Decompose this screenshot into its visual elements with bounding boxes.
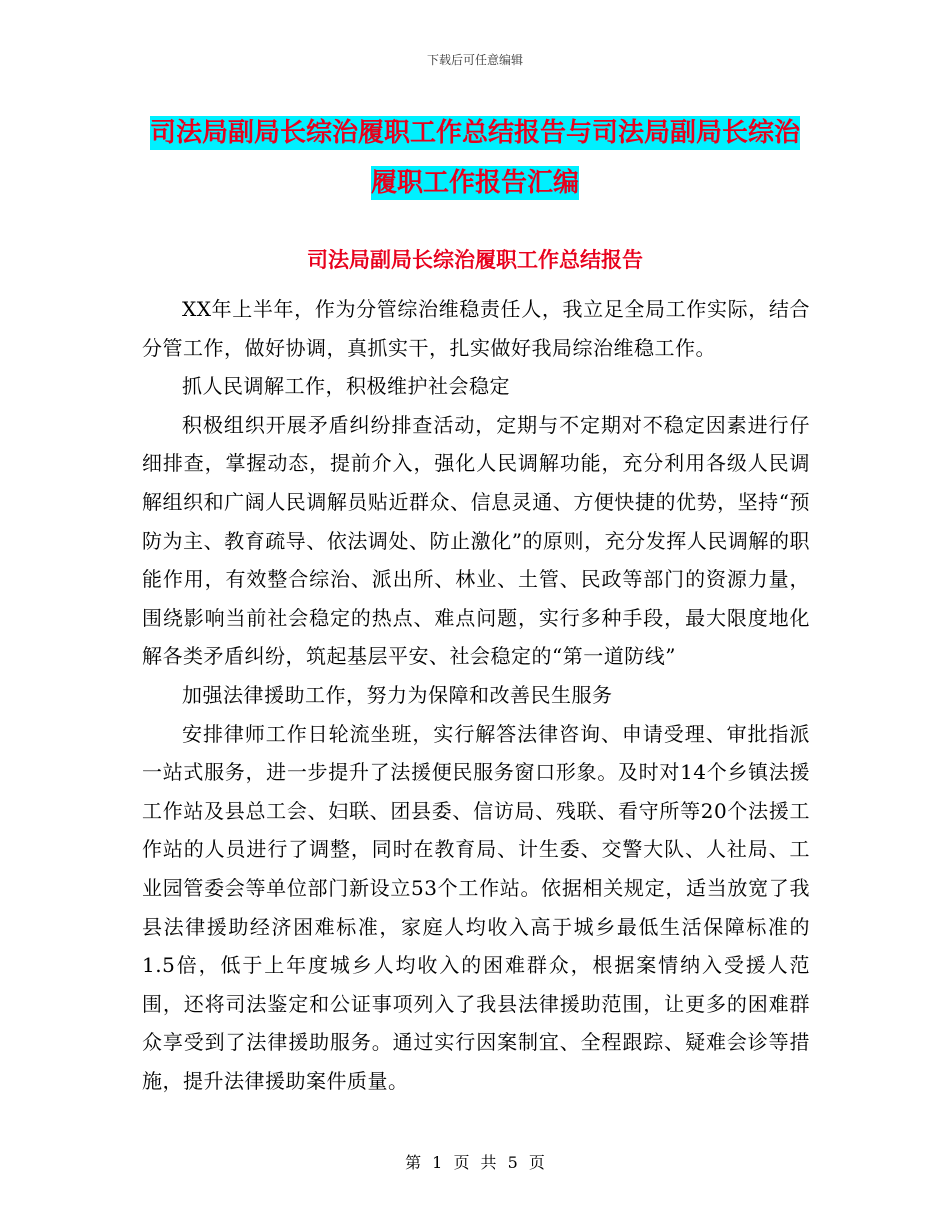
paragraph-intro: XX年上半年，作为分管综治维稳责任人，我立足全局工作实际，结合分管工作，做好协调，真抓实干，扎实做好我局综治维稳工作。 xyxy=(142,297,810,360)
document-title xyxy=(140,108,810,208)
paragraph-heading-mediation: 抓人民调解工作，积极维护社会稳定 xyxy=(182,374,510,399)
page-number: 第 1 页 共 5 页 xyxy=(405,1153,545,1172)
header-note: 下载后可任意编辑 xyxy=(426,53,523,67)
paragraph-mediation: 积极组织开展矛盾纠纷排查活动，定期与不定期对不稳定因素进行仔细排查，掌握动态，提前介入，强化人民调解功能，充分利用各级人民调解组织和广阔人民调解员贴近群众、信息灵通、方便快捷的优势，坚持“预防为主、教育疏导、依法调处、防止激化”的原则，充分发挥人民调解的职能作用，有效整合综治、派出所、林业、土管、民政等部门的资源力量，围绕影响当前社会稳定的热点、难点问题，实行多种手段，最大限度地化解各类矛盾纠纷，筑起基层平安、社会稳定的“第一道防线” xyxy=(142,412,810,669)
section-title: 司法局副局长综治履职工作总结报告 xyxy=(307,248,643,272)
document-body xyxy=(142,290,810,1100)
document-title-highlight: 司法局副局长综治履职工作总结报告与司法局副局长综治履职工作报告汇编 xyxy=(149,118,800,198)
paragraph-heading-legal-aid: 加强法律援助工作，努力为保障和改善民生服务 xyxy=(182,682,613,707)
paragraph-legal-aid: 安排律师工作日轮流坐班，实行解答法律咨询、申请受理、审批指派一站式服务，进一步提升了法援便民服务窗口形象。及时对14个乡镇法援工作站及县总工会、妇联、团县委、信访局、残联、看守所等20个法援工作站的人员进行了调整，同时在教育局、计生委、交警大队、人社局、工业园管委会等单位部门新设立53个工作站。依据相关规定，适当放宽了我县法律援助经济困难标准，家庭人均收入高于城乡最低生活保障标准的1.5倍，低于上年度城乡人均收入的困难群众，根据案情纳入受援人范围，还将司法鉴定和公证事项列入了我县法律援助范围，让更多的困难群众享受到了法律援助服务。通过实行因案制宜、全程跟踪、疑难会诊等措施，提升法律援助案件质量。 xyxy=(142,721,810,1093)
